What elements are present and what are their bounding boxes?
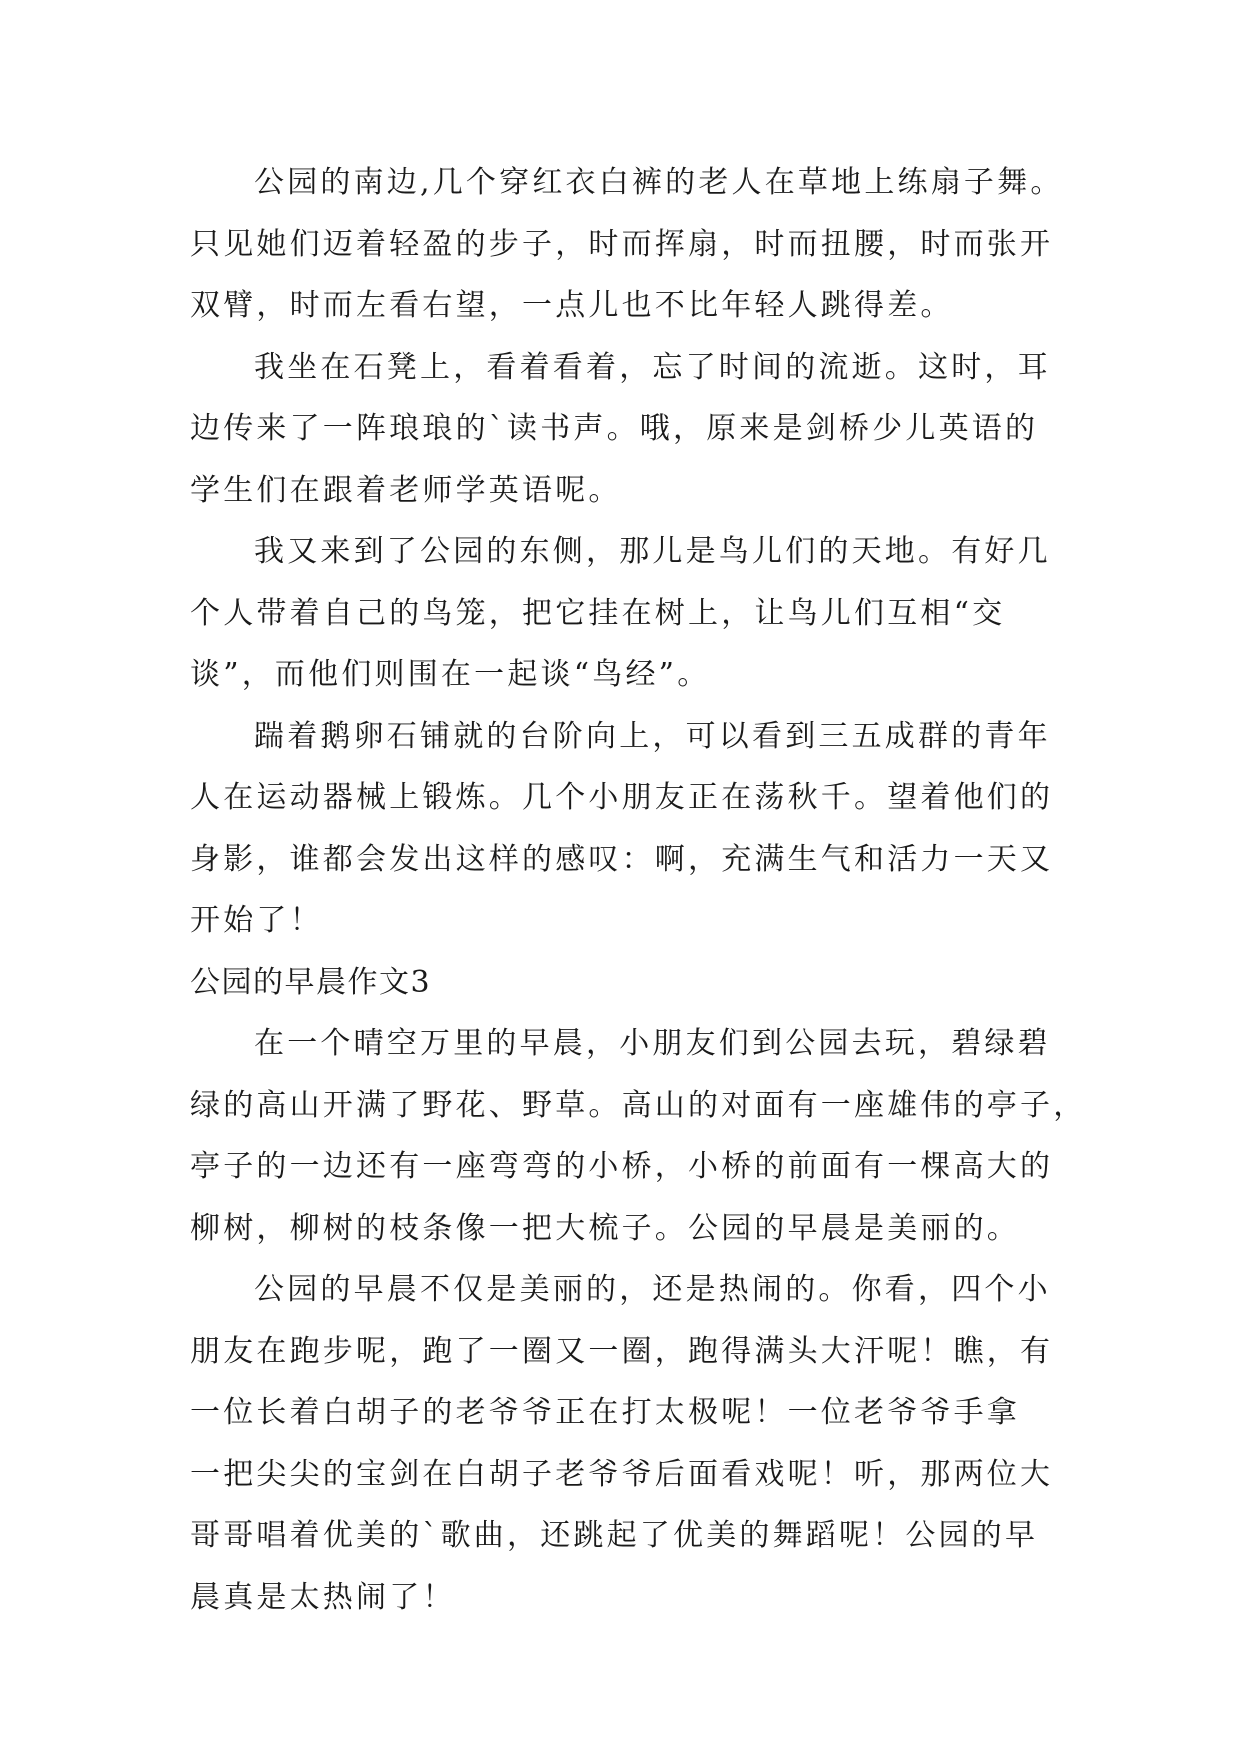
text-line: 只见她们迈着轻盈的步子，时而挥扇，时而扭腰，时而张开 [190, 226, 1054, 262]
text-line: 边传来了一阵琅琅的`读书声。哦，原来是剑桥少儿英语的 [190, 411, 1039, 446]
text-line: 在一个晴空万里的早晨，小朋友们到公园去玩，碧绿碧 [254, 1026, 1051, 1061]
text-line: 身影，谁都会发出这样的感叹：啊，充满生气和活力一天又 [190, 841, 1054, 877]
text-line: 公园的南边,几个穿红衣白裤的老人在草地上练扇子舞。 [254, 165, 1064, 200]
text-line: 朋友在跑步呢，跑了一圈又一圈，跑得满头大汗呢！瞧，有 [190, 1333, 1054, 1369]
text-line: 一位长着白胡子的老爷爷正在打太极呢！一位老爷爷手拿 [190, 1395, 1020, 1430]
text-line: 绿的高山开满了野花、野草。高山的对面有一座雄伟的亭子， [190, 1087, 1087, 1123]
text-line: 柳树，柳树的枝条像一把大梳子。公园的早晨是美丽的。 [190, 1210, 1020, 1246]
text-line: 晨真是太热闹了！ [190, 1579, 456, 1615]
text-line: 我坐在石凳上，看着看着，忘了时间的流逝。这时，耳 [254, 349, 1051, 385]
text-line: 踹着鹅卵石铺就的台阶向上，可以看到三五成群的青年 [254, 718, 1051, 754]
text-line: 一把尖尖的宝剑在白胡子老爷爷后面看戏呢！听，那两位大 [190, 1456, 1054, 1492]
text-line: 学生们在跟着老师学英语呢。 [190, 472, 622, 508]
document-page [190, 152, 1087, 1628]
text-line: 公园的早晨不仅是美丽的，还是热闹的。你看，四个小 [254, 1272, 1051, 1307]
text-line: 人在运动器械上锻炼。几个小朋友正在荡秋千。望着他们的 [190, 780, 1054, 815]
text-line: 个人带着自己的鸟笼，把它挂在树上，让鸟儿们互相“交 [190, 595, 1006, 631]
text-line: 亭子的一边还有一座弯弯的小桥，小桥的前面有一棵高大的 [190, 1149, 1054, 1184]
text-line: 哥哥唱着优美的`歌曲，还跳起了优美的舞蹈呢！公园的早 [190, 1518, 1039, 1553]
section-heading: 公园的早晨作文3 [190, 964, 432, 1000]
text-line: 开始了！ [190, 903, 323, 938]
text-line: 谈”，而他们则围在一起谈“鸟经”。 [190, 657, 711, 692]
text-line: 双臂，时而左看右望，一点儿也不比年轻人跳得差。 [190, 288, 954, 323]
text-line: 我又来到了公园的东侧，那儿是鸟儿们的天地。有好几 [254, 534, 1051, 569]
